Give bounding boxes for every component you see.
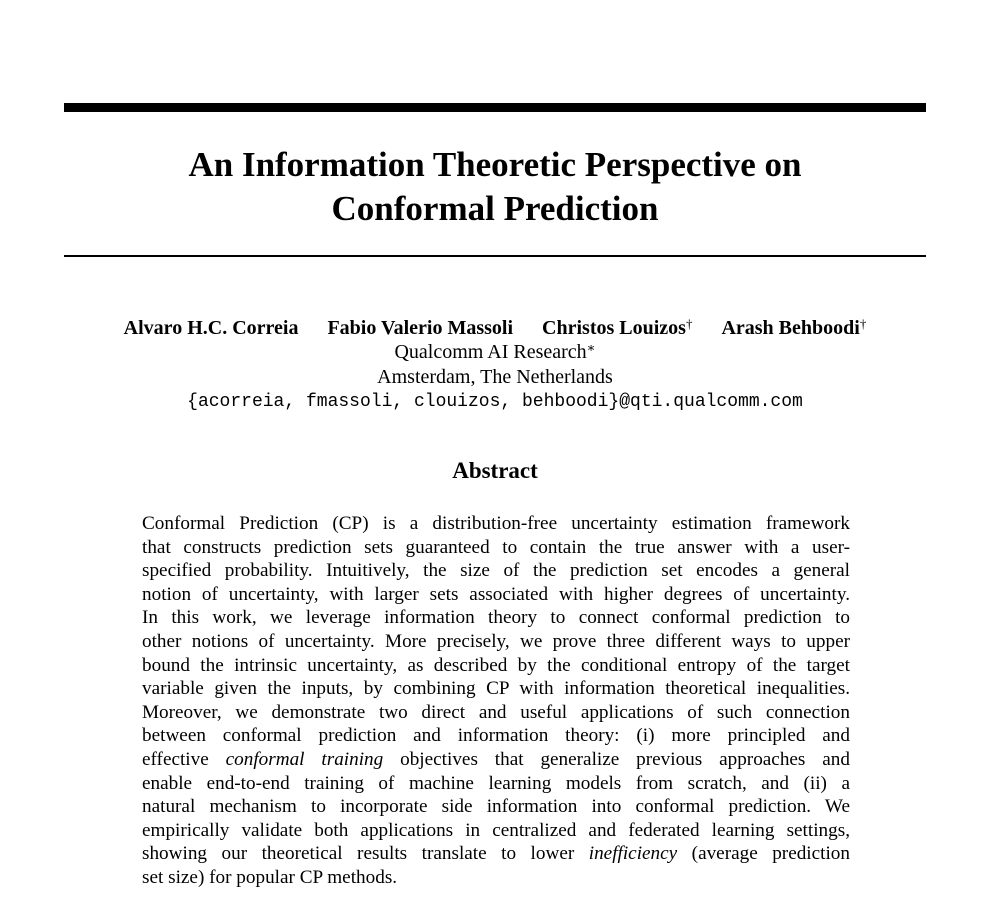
abstract-line: set size) for popular CP methods. xyxy=(142,866,398,888)
abstract-line: effective conformal training objectives that generalize previous approaches and xyxy=(142,748,850,770)
title-top-rule xyxy=(64,103,926,112)
abstract-line: notion of uncertainty, with larger sets associated with higher degrees of uncertainty. xyxy=(142,583,850,605)
affiliation-location: Amsterdam, The Netherlands xyxy=(377,366,613,388)
paper-title-line-1: An Information Theoretic Perspective on xyxy=(188,145,802,184)
author-emails: {acorreia, fmassoli, clouizos, behboodi}@qti.qualcomm.com xyxy=(187,392,803,412)
author-list xyxy=(40,315,950,341)
abstract-line: bound the intrinsic uncertainty, as described by the conditional entropy of the target xyxy=(142,654,850,676)
abstract-line: empirically validate both applications in centralized and federated learning settings, xyxy=(142,819,850,841)
paper-title-line-2: Conformal Prediction xyxy=(331,189,659,228)
abstract-line: Moreover, we demonstrate two direct and useful applications of such connection xyxy=(142,701,850,723)
author: Christos Louizos† xyxy=(542,316,693,339)
abstract-body xyxy=(142,512,850,890)
abstract-emphasis: conformal training xyxy=(225,748,384,770)
abstract-line: enable end-to-end training of machine learning models from scratch, and (ii) a xyxy=(142,772,850,794)
abstract-line: Conformal Prediction (CP) is a distribution-free uncertainty estimation framework xyxy=(142,513,850,534)
affiliation-org: Qualcomm AI Research∗ xyxy=(394,340,596,363)
abstract-line: other notions of uncertainty. More precisely, we prove three different ways to upper xyxy=(142,630,850,652)
abstract-line: that constructs prediction sets guaranteed to contain the true answer with a user- xyxy=(142,536,850,558)
paper-title xyxy=(64,143,926,231)
author: Fabio Valerio Massoli xyxy=(327,317,514,339)
author: Arash Behboodi† xyxy=(721,316,867,339)
abstract-line: In this work, we leverage information theory to connect conformal prediction to xyxy=(142,607,850,629)
abstract-line: natural mechanism to incorporate side information into conformal prediction. We xyxy=(142,796,850,818)
abstract-line: specified probability. Intuitively, the size of the prediction set encodes a general xyxy=(142,560,850,582)
title-bottom-rule xyxy=(64,255,926,257)
author: Alvaro H.C. Correia xyxy=(123,317,299,339)
abstract-line: between conformal prediction and information theory: (i) more principled and xyxy=(142,725,850,747)
abstract-emphasis: inefficiency xyxy=(588,843,678,865)
abstract-heading: Abstract xyxy=(452,458,538,483)
abstract-line: showing our theoretical results translate to lower inefficiency (average prediction xyxy=(142,843,850,865)
abstract-line: variable given the inputs, by combining CP with information theoretical inequalities. xyxy=(142,678,850,700)
